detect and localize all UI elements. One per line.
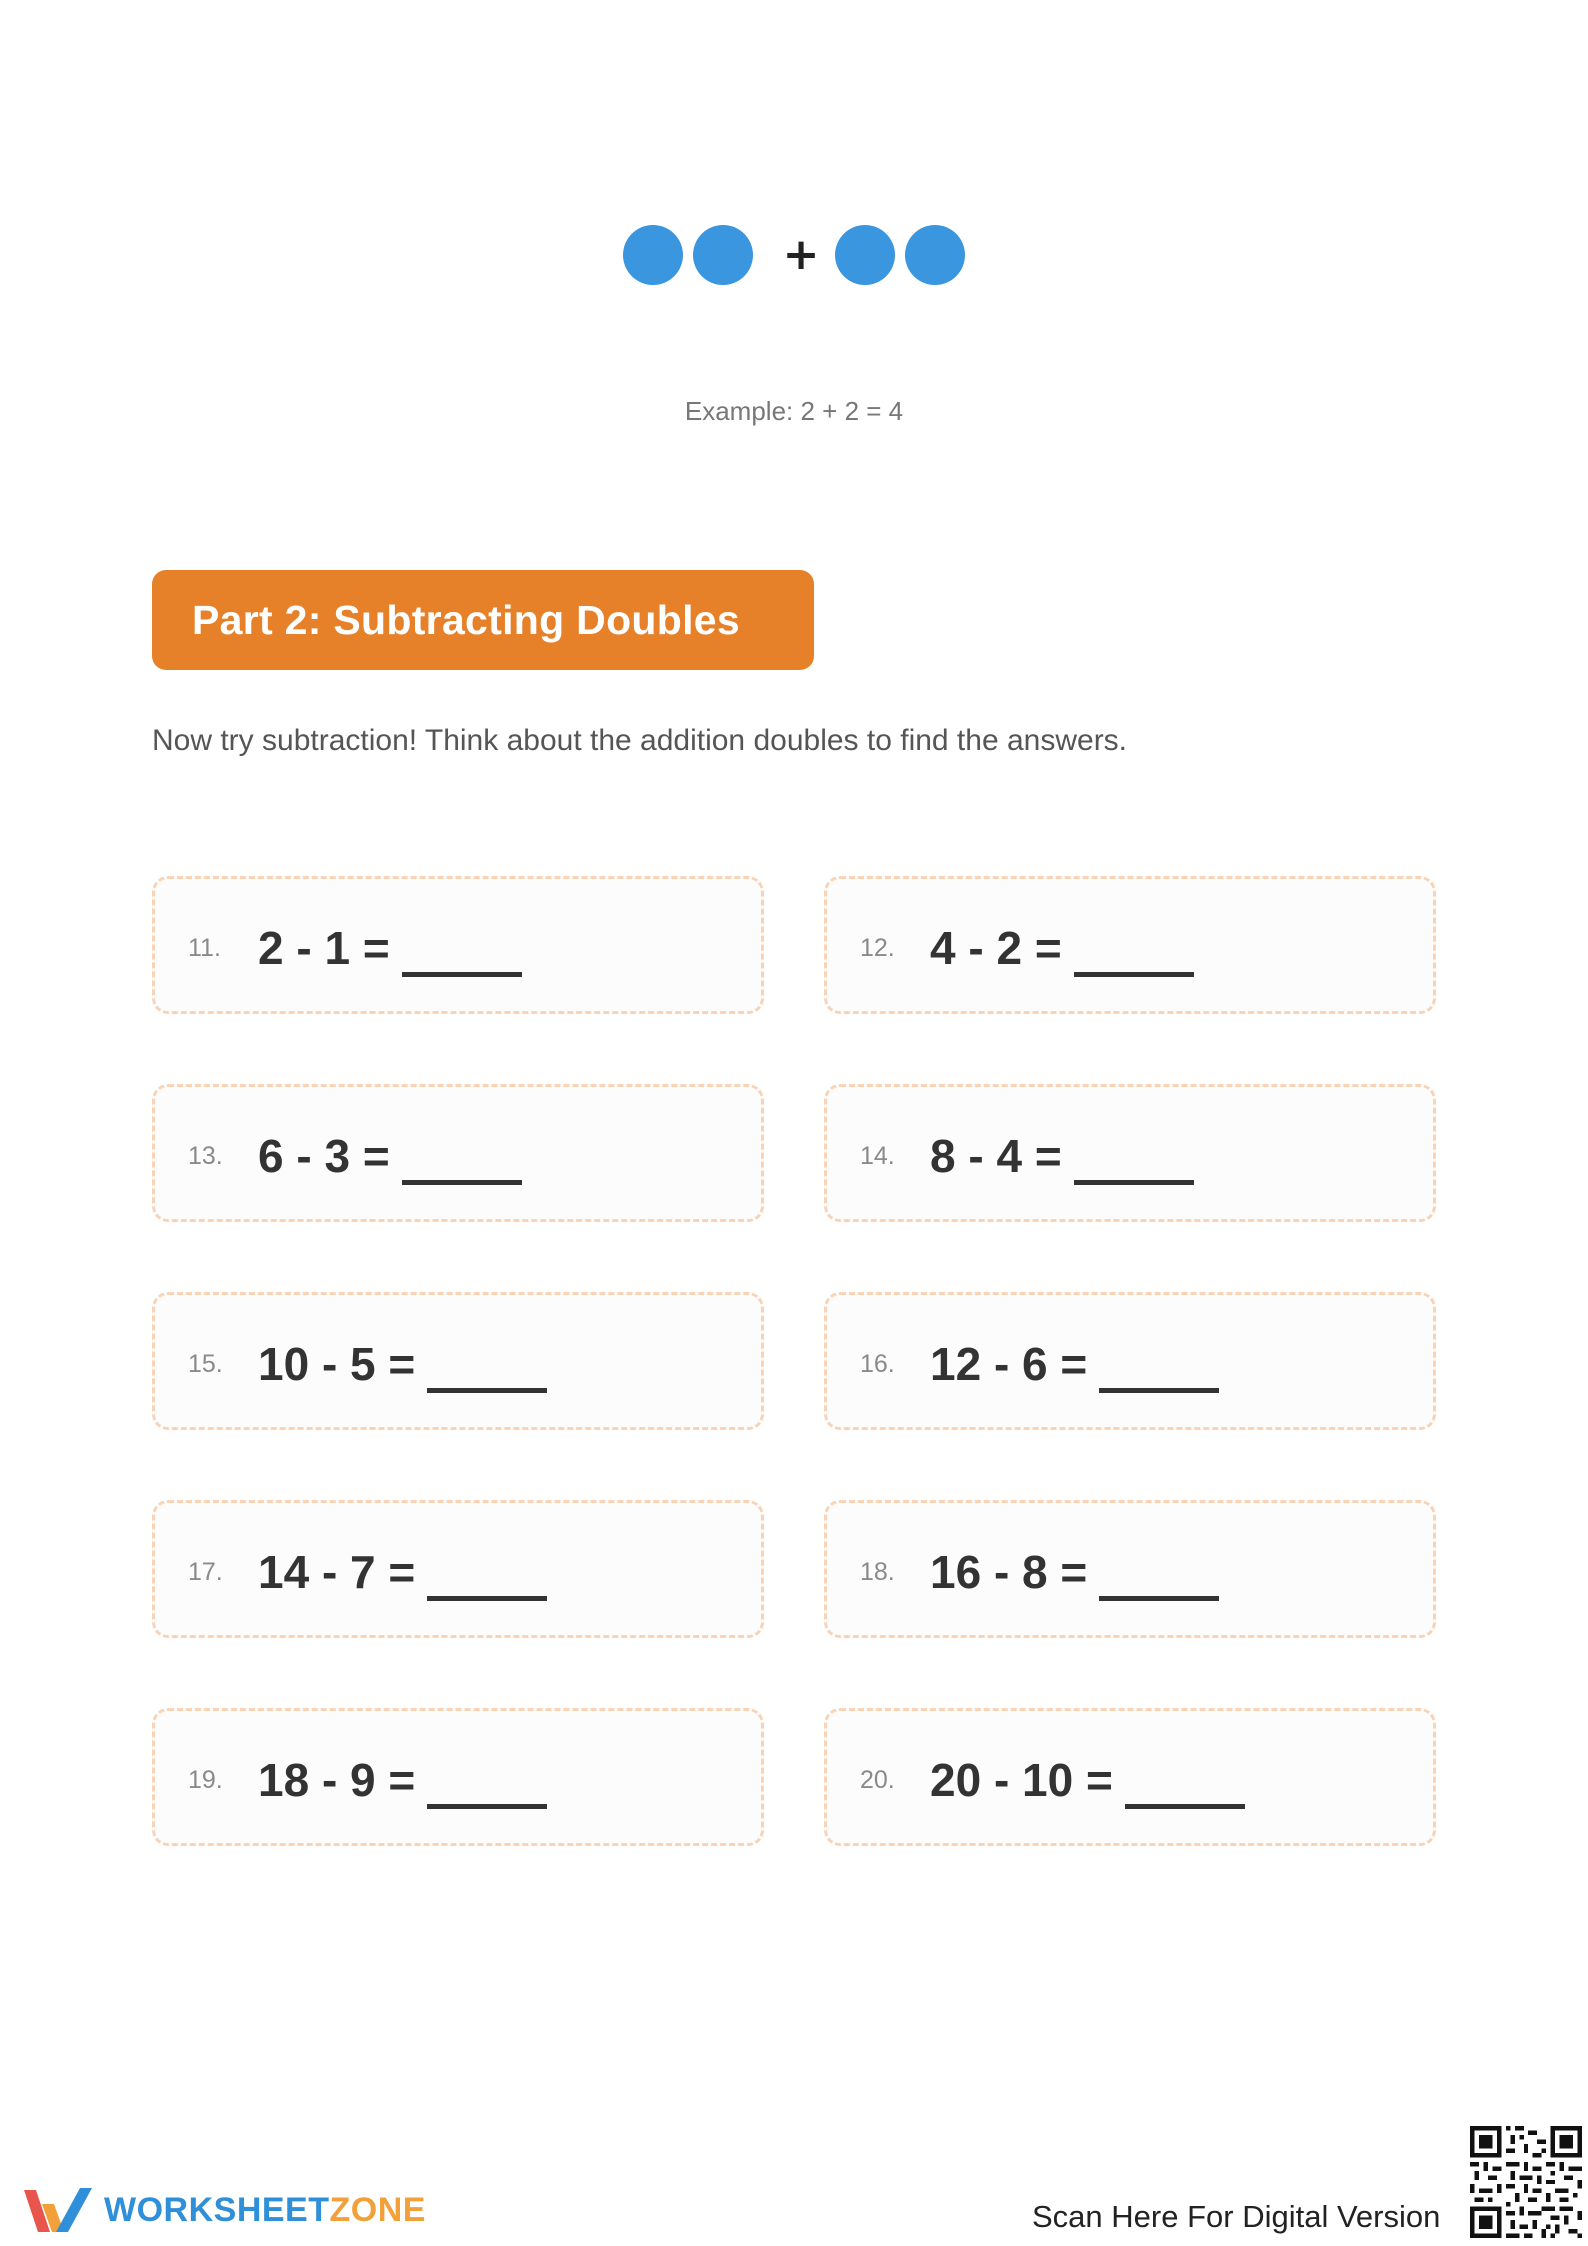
problem-card [824, 876, 1436, 1014]
answer-blank[interactable] [427, 1359, 547, 1393]
problem-number: 19. [188, 1766, 223, 1794]
section-title-banner: Part 2: Subtracting Doubles [152, 570, 814, 670]
problem-number: 12. [860, 934, 895, 962]
problem-number: 18. [860, 1558, 895, 1586]
problem-number: 11. [188, 934, 221, 962]
worksheetzone-logo [20, 2182, 426, 2238]
problem-equation: 2 - 1 = [258, 879, 522, 1017]
instructions-text: Now try subtraction! Think about the addition doubles to find the answers. [152, 724, 1128, 757]
answer-blank[interactable] [402, 1151, 522, 1185]
blue-dot [623, 225, 683, 285]
problem-card [152, 1708, 764, 1846]
plus-sign: + [782, 229, 820, 280]
example-caption: Example: 2 + 2 = 4 [684, 396, 904, 426]
left-dot-group [623, 225, 753, 285]
w-logo-icon [20, 2182, 96, 2238]
right-dot-group [835, 225, 965, 285]
problem-card [824, 1292, 1436, 1430]
problem-number: 17. [188, 1558, 223, 1586]
answer-blank[interactable] [1099, 1567, 1219, 1601]
problem-card [152, 1292, 764, 1430]
blue-dot [905, 225, 965, 285]
problem-card [152, 1084, 764, 1222]
example-visual [0, 222, 1588, 288]
blue-dot [835, 225, 895, 285]
problem-number: 14. [860, 1142, 895, 1170]
answer-blank[interactable] [1099, 1359, 1219, 1393]
problem-card [152, 876, 764, 1014]
answer-blank[interactable] [402, 943, 522, 977]
problem-equation: 14 - 7 = [258, 1503, 547, 1641]
problem-equation: 10 - 5 = [258, 1295, 547, 1433]
problem-equation: 6 - 3 = [258, 1087, 522, 1225]
problem-number: 15. [188, 1350, 223, 1378]
qr-code-icon[interactable] [1470, 2126, 1582, 2238]
problem-number: 20. [860, 1766, 895, 1794]
blue-dot [693, 225, 753, 285]
problem-equation: 16 - 8 = [930, 1503, 1219, 1641]
problem-card [824, 1708, 1436, 1846]
problem-card [824, 1500, 1436, 1638]
answer-blank[interactable] [1074, 943, 1194, 977]
answer-blank[interactable] [1125, 1775, 1245, 1809]
answer-blank[interactable] [427, 1567, 547, 1601]
problem-equation: 18 - 9 = [258, 1711, 547, 1849]
scan-instruction: Scan Here For Digital Version [1032, 2199, 1441, 2234]
problem-equation: 8 - 4 = [930, 1087, 1194, 1225]
answer-blank[interactable] [1074, 1151, 1194, 1185]
problem-equation: 4 - 2 = [930, 879, 1194, 1017]
problem-card [824, 1084, 1436, 1222]
problem-number: 13. [188, 1142, 223, 1170]
problem-equation: 20 - 10 = [930, 1711, 1245, 1849]
problem-card [152, 1500, 764, 1638]
problem-equation: 12 - 6 = [930, 1295, 1219, 1433]
answer-blank[interactable] [427, 1775, 547, 1809]
brand-name: WORKSHEETZONE [104, 2190, 426, 2229]
problem-number: 16. [860, 1350, 895, 1378]
